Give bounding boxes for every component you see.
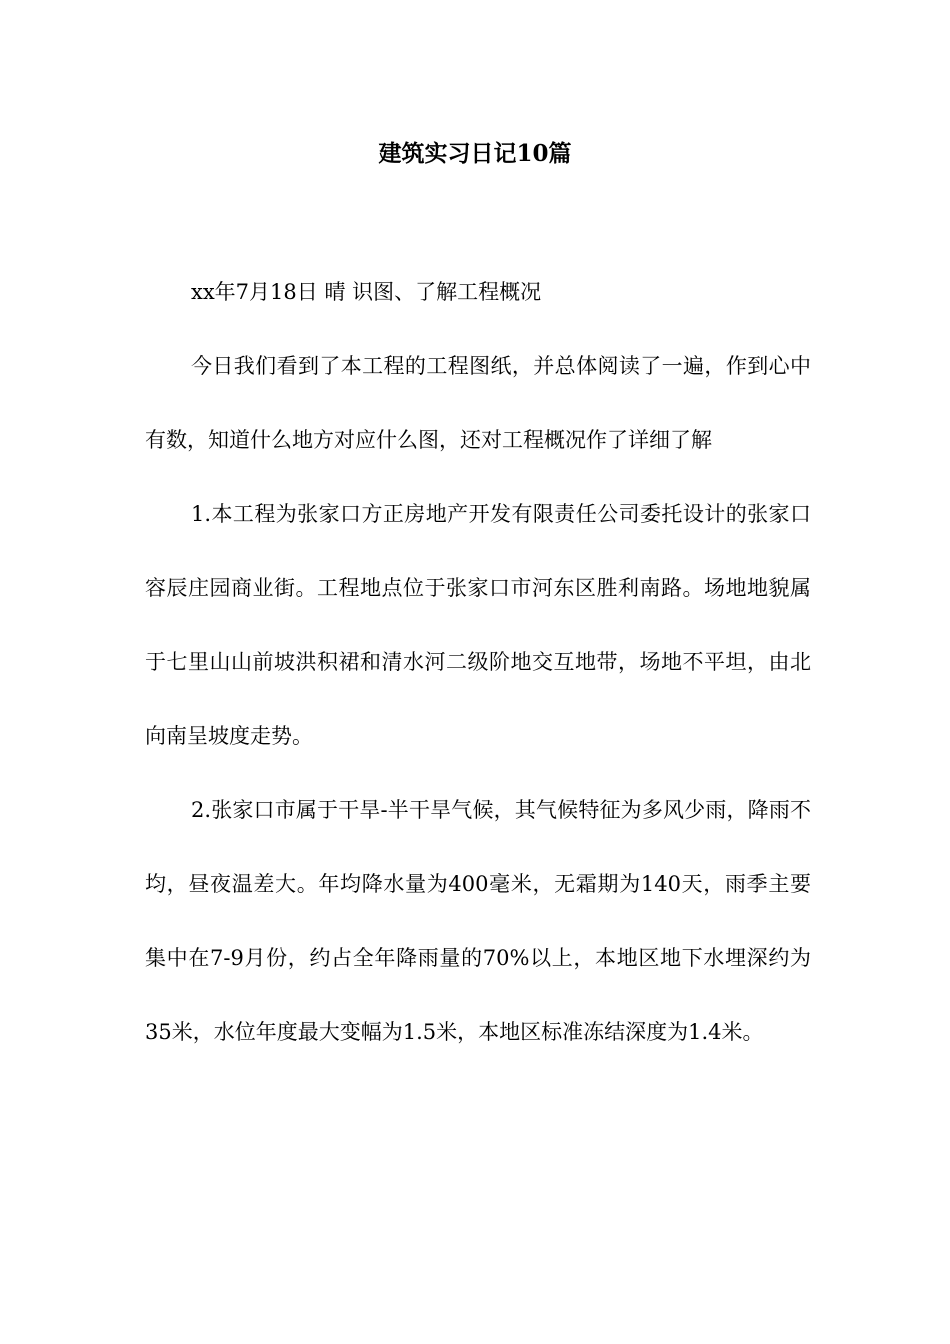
diary-date-line: xx年7月18日 晴 识图、了解工程概况 bbox=[191, 280, 542, 304]
climate-paragraph: 2.张家口市属于干旱-半干旱气候，其气候特征为多风少雨，降雨不均，昼夜温差大。年均降水量为400毫米，无霜期为140天，雨季主要集中在7-9月份，约占全年降雨量的70%以上，本地区地下水埋深约为35米，水位年度最大变幅为1.5米，本地区标准冻结深度为1.4米。 bbox=[145, 798, 811, 1044]
project-overview-paragraph: 1.本工程为张家口方正房地产开发有限责任公司委托设计的张家口容辰庄园商业街。工程地点位于张家口市河东区胜利南路。场地地貌属于七里山山前坡洪积裙和清水河二级阶地交互地带，场地不平坦，由北向南呈坡度走势。 bbox=[145, 502, 811, 748]
intro-paragraph: 今日我们看到了本工程的工程图纸，并总体阅读了一遍，作到心中有数，知道什么地方对应什么图，还对工程概况作了详细了解 bbox=[145, 354, 811, 452]
page-title: 建筑实习日记10篇 bbox=[378, 140, 572, 167]
document-body bbox=[145, 255, 811, 1069]
